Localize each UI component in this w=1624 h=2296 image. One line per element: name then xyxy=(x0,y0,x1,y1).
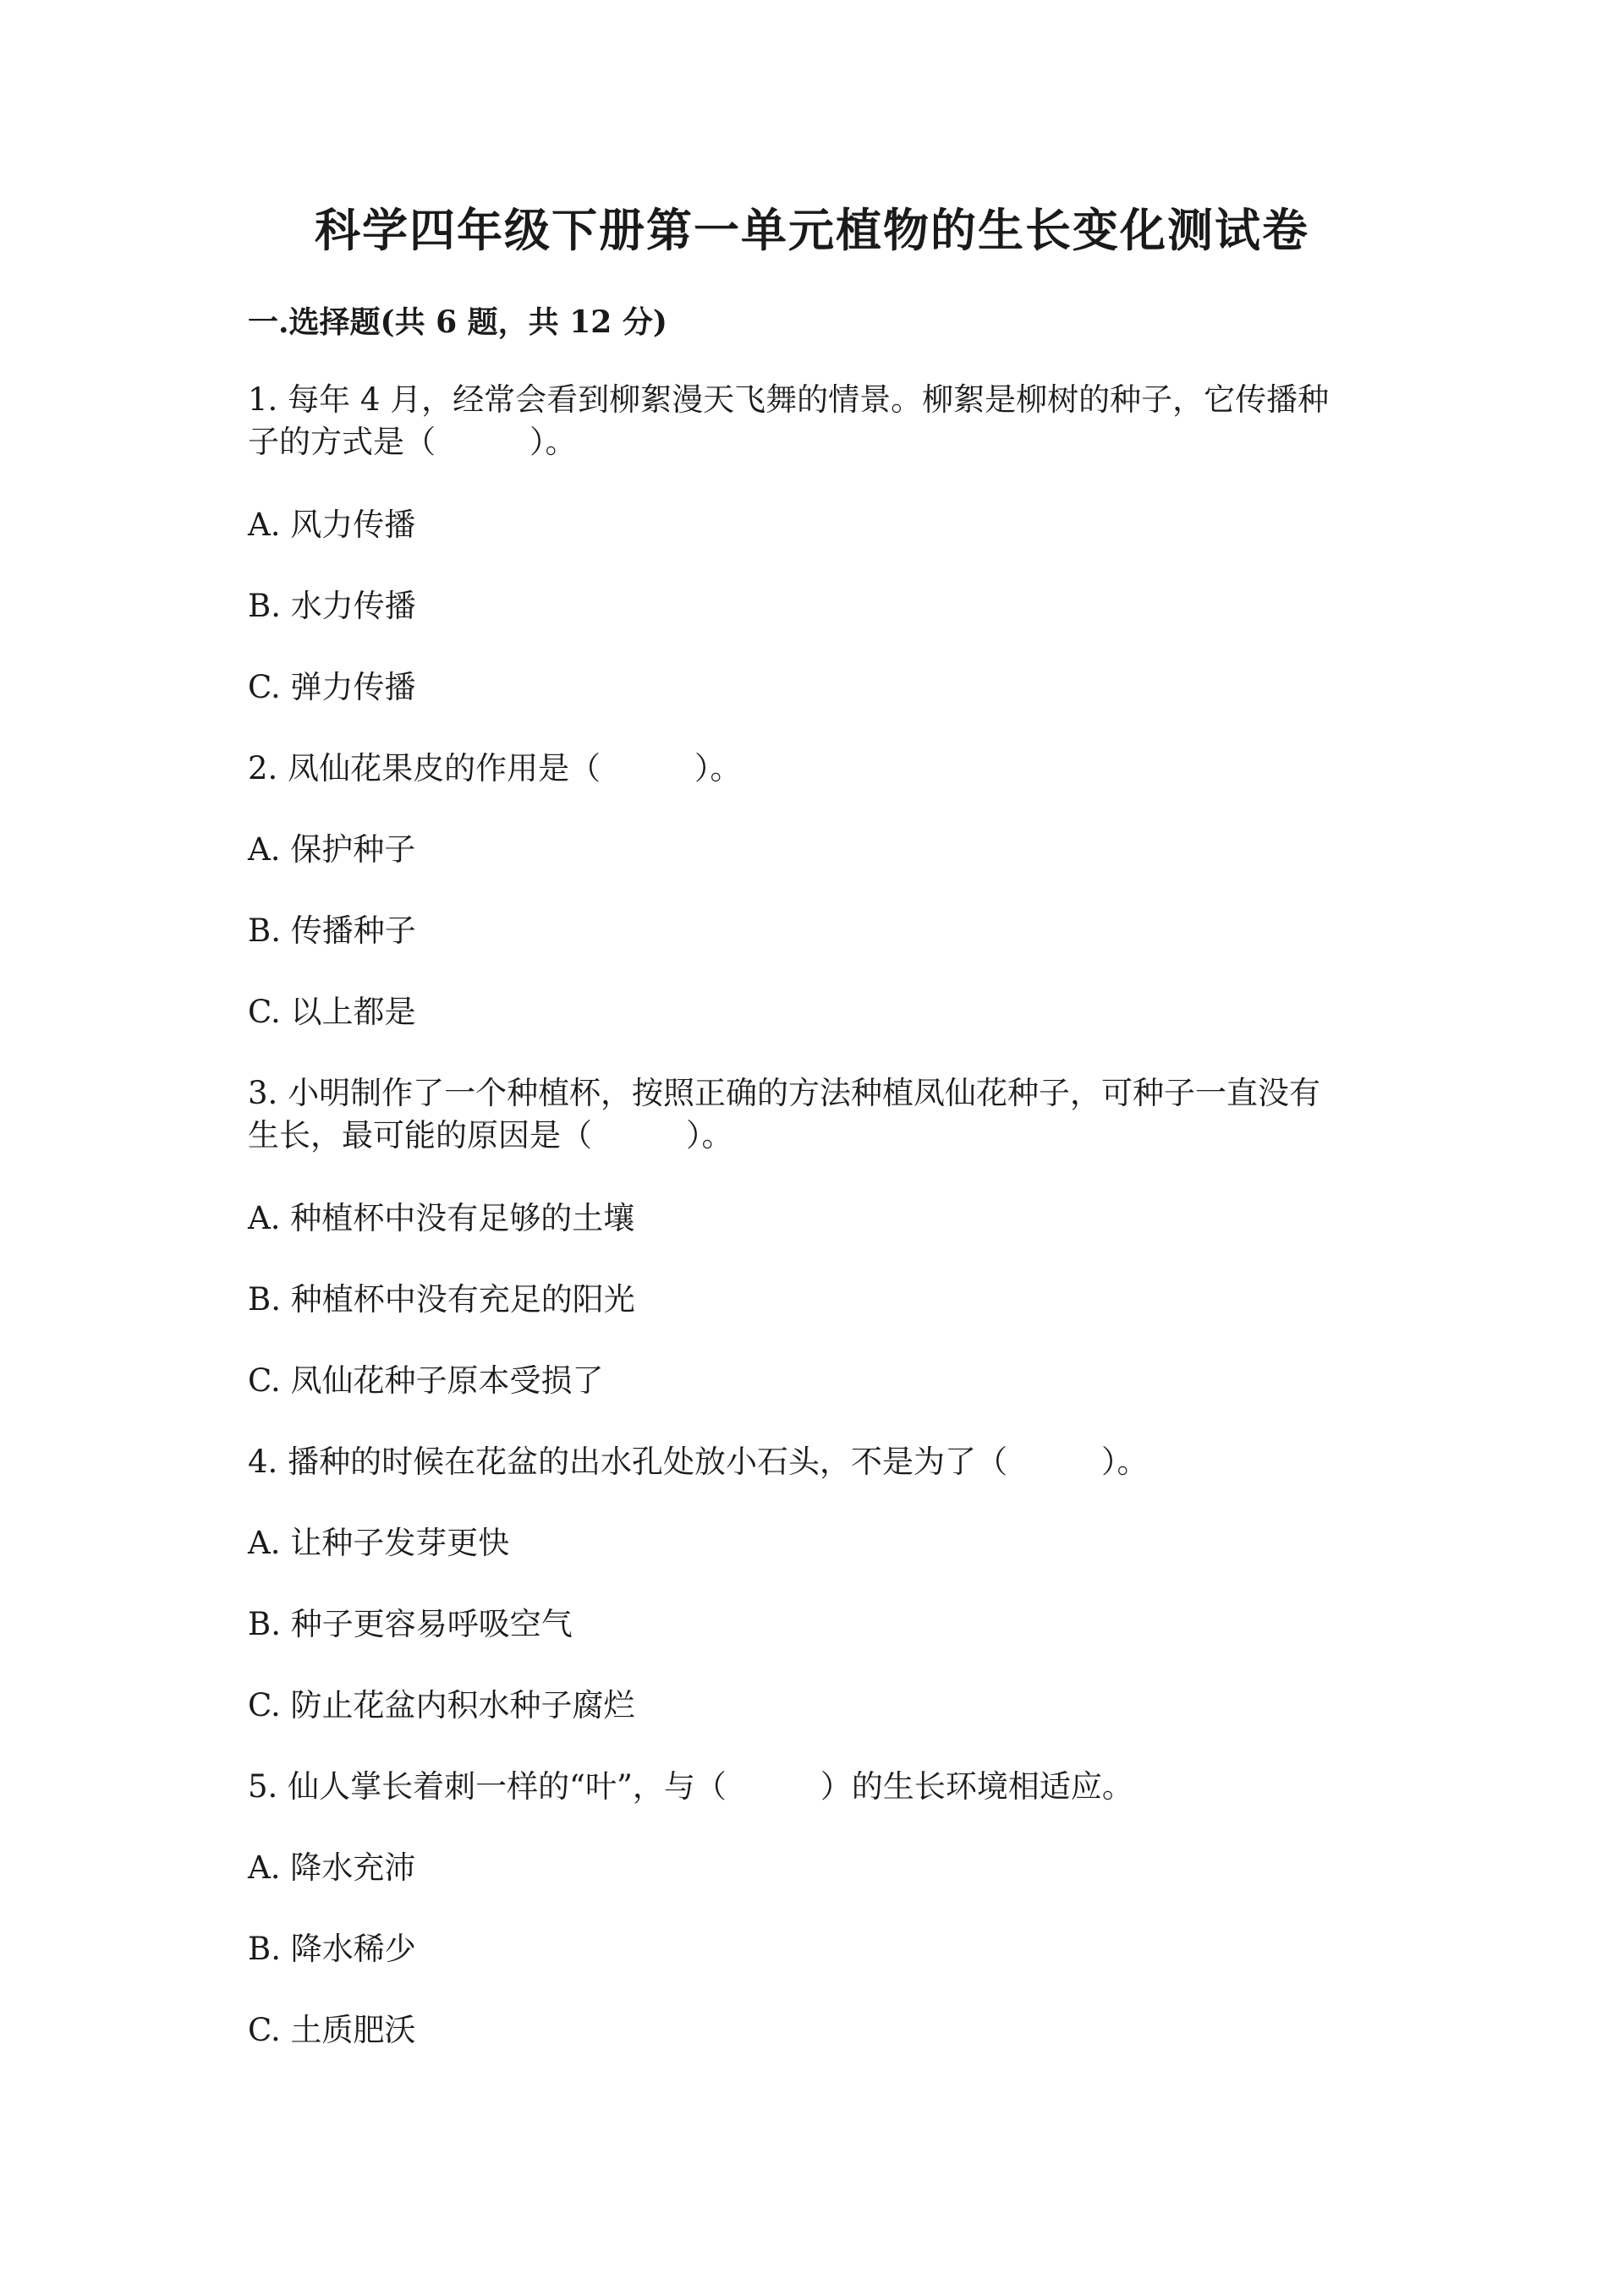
question-5-option-b: B. 降水稀少 xyxy=(248,1931,416,1967)
question-1-option-c: C. 弹力传播 xyxy=(248,669,416,705)
question-3-option-a: A. 种植杯中没有足够的土壤 xyxy=(248,1200,635,1236)
question-2-option-b: B. 传播种子 xyxy=(248,912,416,949)
question-2-option-c: C. 以上都是 xyxy=(248,994,416,1030)
question-4-option-c: C. 防止花盆内积水种子腐烂 xyxy=(248,1687,635,1723)
question-3-option-b: B. 种植杯中没有充足的阳光 xyxy=(248,1281,635,1318)
question-2-stem-line-1: 2. 凤仙花果皮的作用是（ ）。 xyxy=(248,750,742,786)
question-5-stem-line-1: 5. 仙人掌长着刺一样的“叶”，与（ ）的生长环境相适应。 xyxy=(248,1768,1133,1805)
question-4-stem-line-1: 4. 播种的时候在花盆的出水孔处放小石头，不是为了（ ）。 xyxy=(248,1444,1149,1480)
question-3-option-c: C. 凤仙花种子原本受损了 xyxy=(248,1362,604,1399)
question-3-stem-line-2: 生长，最可能的原因是（ ）。 xyxy=(248,1117,733,1153)
question-5-option-a: A. 降水充沛 xyxy=(248,1849,416,1886)
question-1-stem-line-2: 子的方式是（ ）。 xyxy=(248,424,577,460)
question-2-option-a: A. 保护种子 xyxy=(248,831,416,868)
question-1-stem-line-1: 1. 每年 4 月，经常会看到柳絮漫天飞舞的情景。柳絮是柳树的种子，它传播种 xyxy=(248,381,1330,418)
question-3-stem-line-1: 3. 小明制作了一个种植杯，按照正确的方法种植凤仙花种子，可种子一直没有 xyxy=(248,1075,1321,1111)
page-title: 科学四年级下册第一单元植物的生长变化测试卷 xyxy=(315,203,1309,257)
question-1-option-a: A. 风力传播 xyxy=(248,507,416,543)
question-5-option-c: C. 土质肥沃 xyxy=(248,2012,416,2048)
section-heading: 一.选择题(共 6 题，共 12 分) xyxy=(248,304,667,340)
question-1-option-b: B. 水力传播 xyxy=(248,588,416,624)
question-4-option-b: B. 种子更容易呼吸空气 xyxy=(248,1606,573,1642)
question-4-option-a: A. 让种子发芽更快 xyxy=(248,1525,510,1561)
